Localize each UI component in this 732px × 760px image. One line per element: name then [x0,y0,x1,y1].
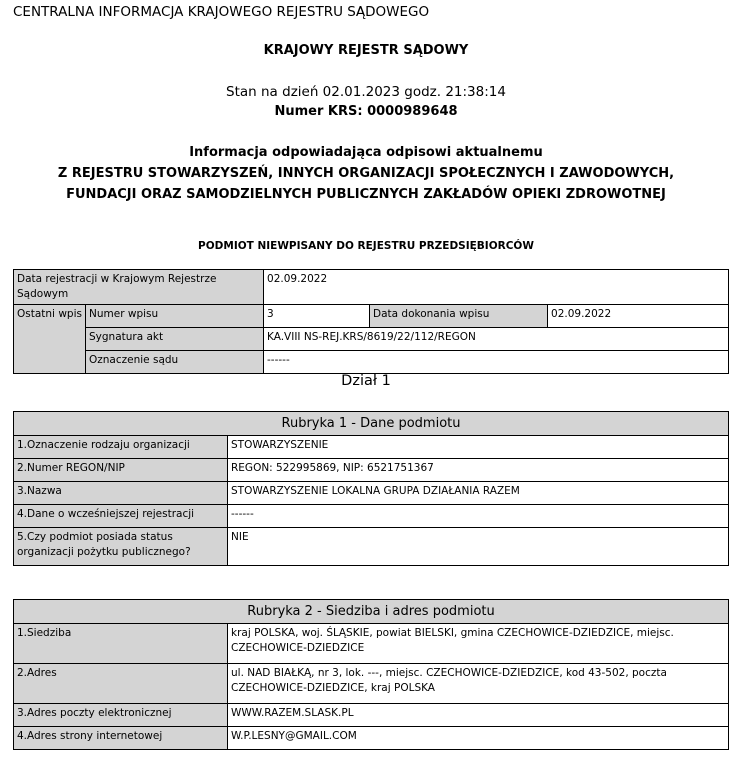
subtitle: PODMIOT NIEWPISANY DO REJESTRU PRZEDSIĘBIORCÓW [198,240,534,252]
data-dokonania-label: Data dokonania wpisu [370,305,548,328]
oznaczenie-sadu-label: Oznaczenie sądu [86,351,264,374]
sygnatura-label: Sygnatura akt [86,328,264,351]
rubryka-1-label: 4.Dane o wcześniejszej rejestracji [14,505,228,528]
rubryka-2-label: 4.Adres strony internetowej [14,727,228,750]
numer-wpisu-value: 3 [264,305,370,328]
numer-wpisu-label: Numer wpisu [86,305,264,328]
rubryka-2-table [13,599,729,750]
oznaczenie-sadu-value: ------ [264,351,729,374]
stan-na-dzien: Stan na dzień 02.01.2023 godz. 21:38:14 [226,84,506,100]
rubryka-2-label: 2.Adres [14,664,228,704]
rubryka-1-value: STOWARZYSZENIE [228,436,729,459]
rubryka-1-table [13,411,729,566]
data-rejestracji-value: 02.09.2022 [264,270,729,305]
data-dokonania-value: 02.09.2022 [548,305,729,328]
rubryka-1-value: STOWARZYSZENIE LOKALNA GRUPA DZIAŁANIA RAZEM [228,482,729,505]
sygnatura-value: KA.VIII NS-REJ.KRS/8619/22/112/REGON [264,328,729,351]
rubryka-1-label: 2.Numer REGON/NIP [14,459,228,482]
data-rejestracji-label: Data rejestracji w Krajowym Rejestrze Sądowym [14,270,264,305]
rubryka-1-value: ------ [228,505,729,528]
header-line: CENTRALNA INFORMACJA KRAJOWEGO REJESTRU SĄDOWEGO [13,4,430,20]
registration-table [13,269,729,374]
rubryka-2-label: 3.Adres poczty elektronicznej [14,704,228,727]
page-title: KRAJOWY REJESTR SĄDOWY [263,43,469,58]
rubryka-1-label: 3.Nazwa [14,482,228,505]
info-line: Z REJESTRU STOWARZYSZEŃ, INNYCH ORGANIZACJI SPOŁECZNYCH I ZAWODOWYCH, [57,166,675,181]
dzial-heading: Dział 1 [341,373,391,389]
rubryka-2-value: ul. NAD BIAŁKĄ, nr 3, lok. ---, miejsc. CZECHOWICE-DZIEDZICE, kod 43-502, poczta CZECHOWICE-DZIEDZICE, kraj POLSKA [228,664,729,704]
rubryka-1-value: REGON: 522995869, NIP: 6521751367 [228,459,729,482]
rubryka-2-value: W.P.LESNY@GMAIL.COM [228,727,729,750]
rubryka-1-label: 1.Oznaczenie rodzaju organizacji [14,436,228,459]
info-heading [0,142,732,205]
info-line: FUNDACJI ORAZ SAMODZIELNYCH PUBLICZNYCH ZAKŁADÓW OPIEKI ZDROWOTNEJ [66,187,666,202]
ostatni-wpis-label: Ostatni wpis [14,305,86,374]
rubryka-1-value: NIE [228,528,729,566]
rubryka-2-value: WWW.RAZEM.SLASK.PL [228,704,729,727]
rubryka-1-label: 5.Czy podmiot posiada status organizacji pożytku publicznego? [14,528,228,566]
rubryka-2-label: 1.Siedziba [14,624,228,664]
numer-krs: Numer KRS: 0000989648 [274,104,458,119]
rubryka-2-value: kraj POLSKA, woj. ŚLĄSKIE, powiat BIELSKI, gmina CZECHOWICE-DZIEDZICE, miejsc. CZECHOWICE-DZIEDZICE [228,624,729,664]
rubryka-2-title: Rubryka 2 - Siedziba i adres podmiotu [14,600,729,624]
info-line: Informacja odpowiadająca odpisowi aktualnemu [189,145,543,160]
rubryka-1-title: Rubryka 1 - Dane podmiotu [14,412,729,436]
